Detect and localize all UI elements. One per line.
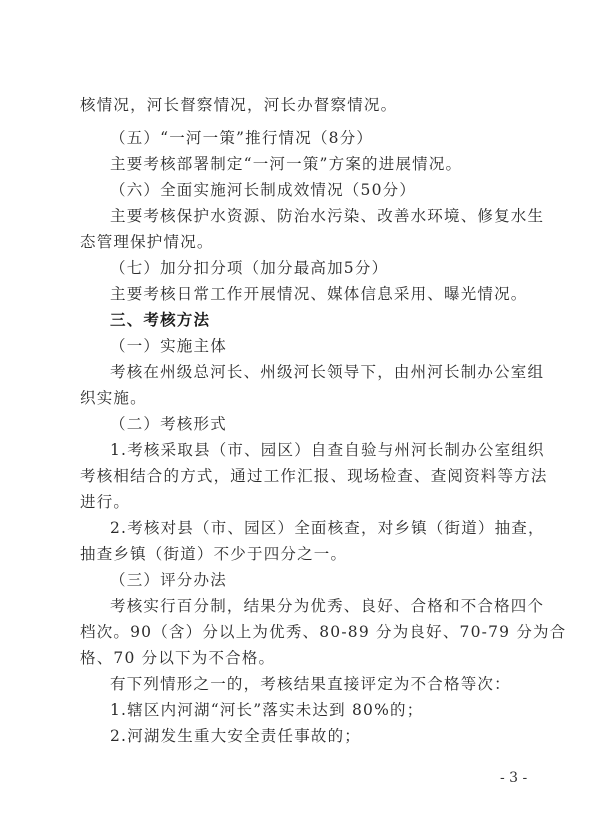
text-line: 2.考核对县（市、园区）全面核查，对乡镇（街道）抽查， — [110, 519, 545, 537]
section-heading-7: （七）加分扣分项（加分最高加5分） — [110, 259, 389, 277]
chapter-heading: 三、考核方法 — [110, 310, 211, 329]
text-line: 进行。 — [80, 493, 131, 511]
text-line: 格、70 分以下为不合格。 — [80, 649, 276, 667]
text-line: 档次。90（含）分以上为优秀、80-89 分为良好、70-79 分为合 — [80, 623, 567, 641]
text-line: 主要考核日常工作开展情况、媒体信息采用、曝光情况。 — [110, 285, 528, 303]
section-heading-3: （三）评分办法 — [110, 571, 227, 589]
text-line: 考核在州级总河长、州级河长领导下，由州河长制办公室组 — [110, 363, 545, 381]
text-line: 态管理保护情况。 — [80, 233, 214, 251]
text-line: 考核相结合的方式，通过工作汇报、现场检查、查阅资料等方法 — [80, 467, 548, 485]
text-line: 主要考核保护水资源、防治水污染、改善水环境、修复水生 — [110, 207, 545, 225]
list-item: 2.河湖发生重大安全责任事故的； — [110, 727, 361, 745]
text-line: 抽查乡镇（街道）不少于四分之一。 — [80, 545, 348, 563]
text-line: 考核实行百分制，结果分为优秀、良好、合格和不合格四个 — [110, 597, 545, 615]
section-heading-5: （五）“一河一策”推行情况（8分） — [110, 129, 374, 147]
list-item: 1.辖区内河湖“河长”落实未达到 80%的； — [110, 701, 424, 719]
text-line: 主要考核部署制定“一河一策”方案的进展情况。 — [110, 155, 463, 173]
section-heading-6: （六）全面实施河长制成效情况（50分） — [110, 181, 417, 199]
section-heading-2: （二）考核形式 — [110, 415, 227, 433]
page-number: - 3 - — [500, 770, 528, 786]
text-line: 核情况，河长督察情况，河长办督察情况。 — [80, 96, 398, 114]
text-line: 1.考核采取县（市、园区）自查自验与州河长制办公室组织 — [110, 441, 545, 459]
text-line: 有下列情形之一的，考核结果直接评定为不合格等次： — [110, 675, 511, 693]
section-heading-1: （一）实施主体 — [110, 337, 227, 355]
text-line: 织实施。 — [80, 389, 147, 407]
